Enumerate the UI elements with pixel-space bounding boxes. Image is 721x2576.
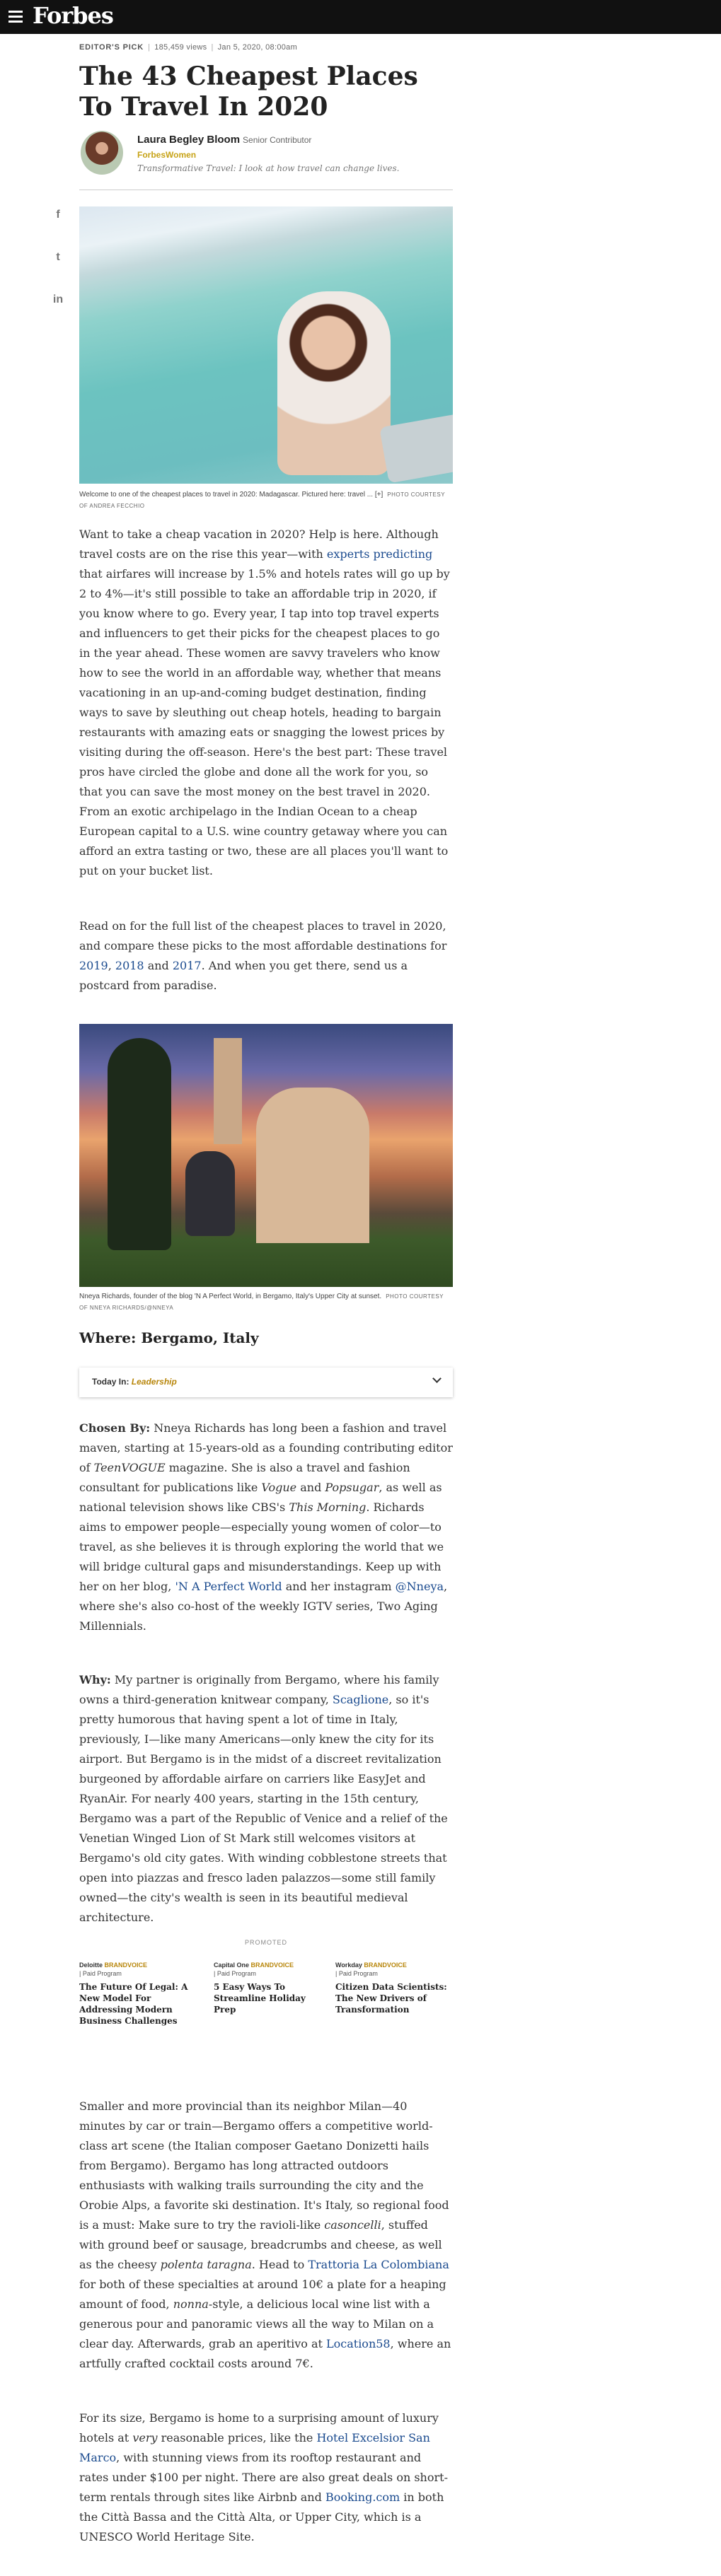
booking-link[interactable]: Booking.com	[325, 2490, 400, 2504]
linkedin-icon[interactable]: in	[52, 293, 64, 305]
promo-title[interactable]: Citizen Data Scientists: The New Drivers of Transformation	[335, 1982, 447, 2015]
promo-card[interactable]: Workday BRANDVOICE | Paid Program Citizen Data Scientists: The New Drivers of Transformation	[335, 1962, 452, 2015]
experts-predicting-link[interactable]: experts predicting	[326, 547, 433, 561]
article-header	[79, 34, 453, 190]
intro-paragraph-2: Read on for the full list of the cheapest places to travel in 2020, and compare these picks to the most affordable destinations for 2019, 2018 and 2017. And when you get there, send us a postcard from paradise.	[79, 919, 447, 992]
location58-link[interactable]: Location58	[326, 2337, 391, 2350]
top-nav-bar	[0, 0, 721, 34]
author-org[interactable]: ForbesWomen	[137, 150, 197, 160]
photo-person	[185, 1151, 235, 1236]
promo-title[interactable]: 5 Easy Ways To Streamline Holiday Prep	[214, 1982, 306, 2015]
promo-card[interactable]: Deloitte BRANDVOICE | Paid Program The Future Of Legal: A New Model For Addressing Modern Business Challenges	[79, 1962, 196, 2027]
author-tagline: Transformative Travel: I look at how travel can change lives.	[137, 163, 400, 173]
instagram-link[interactable]: @Nneya	[395, 1580, 444, 1593]
why-label: Why:	[79, 1673, 111, 1686]
hero-caption	[79, 489, 453, 512]
author-name[interactable]: Laura Begley Bloom	[137, 134, 241, 146]
hero-caption-credit: PHOTO COURTESY OF ANDREA FECCHIO	[79, 491, 445, 509]
photo-church	[256, 1088, 369, 1243]
intro-paragraph-1: Want to take a cheap vacation in 2020? Help is here. Although travel costs are on the rise this year—with experts predicting that airfares will increase by 1.5% and hotels rates will go up by 2 to 4%—it's still possible to take an affordable trip in 2020, if you know where to go. Every year, I tap into top travel experts and influencers to get their picks for the cheapest places to go in the year ahead. These women are savvy travelers who know how to see the world in an affordable way, whether that means vacationing in an up-and-coming budget destination, finding ways to save by sleuthing out cheap hotels, heading to bargain restaurants with amazing eats or snagging the lowest prices by visiting during the off-season. Here's the best part: These travel pros have circled the globe and done all the work for you, so that you can save the most money on the best travel in 2020. From an exotic archipelago in the Indian Ocean to a cheap European capital to a U.S. wine country getaway where you can afford an extra tasting or two, these are all places you'll want to put on your bucket list.	[79, 528, 450, 878]
social-share-bar	[50, 209, 67, 336]
photo-tower	[214, 1038, 242, 1144]
hotel-excelsior-link[interactable]: Hotel Excelsior San Marco	[79, 2431, 430, 2464]
promo-title[interactable]: The Future Of Legal: A New Model For Addressing Modern Business Challenges	[79, 1982, 188, 2026]
promo-card[interactable]: Capital One BRANDVOICE | Paid Program 5 Easy Ways To Streamline Holiday Prep	[214, 1962, 330, 2015]
view-count: 185,459 views	[154, 43, 207, 52]
promoted-label: PROMOTED	[244, 1939, 287, 1946]
author-role: Senior Contributor	[243, 135, 312, 145]
bergamo-caption-credit: PHOTO COURTESY OF NNEYA RICHARDS/@NNEYA	[79, 1293, 444, 1311]
twitter-icon[interactable]: t	[56, 251, 60, 263]
author-avatar[interactable]	[81, 131, 123, 175]
promoted-section	[79, 1939, 453, 2053]
bergamo-caption	[79, 1291, 453, 1314]
hero-caption-text[interactable]: Welcome to one of the cheapest places to travel in 2020: Madagascar. Pictured here: travel ... [+]	[79, 491, 383, 499]
facebook-icon[interactable]: f	[56, 209, 60, 221]
trattoria-link[interactable]: Trattoria La Colombiana	[308, 2258, 449, 2271]
today-section[interactable]: Leadership	[131, 1377, 177, 1387]
forbes-logo[interactable]: Forbes	[33, 2, 113, 29]
editors-pick-label: EDITOR'S PICK	[79, 43, 144, 52]
bergamo-photo	[79, 1024, 453, 1287]
hero-image	[79, 206, 453, 484]
chosen-by-paragraph: Chosen By: Nneya Richards has long been a fashion and travel maven, starting at 15-years-old as a founding contributing editor of TeenVOGUE magazine. She is also a travel and fashion consultant for publications like Vogue and Popsugar, as well as national television shows like CBS's This Morning. Richards aims to empower people—especially young women of color—to travel, as she believes it is through exploring the world that we will bridge cultural gaps and misunderstandings. Keep up with her on her blog, 'N A Perfect World and her instagram @Nneya, where she's also co-host of the weekly IGTV series, Two Aging Millennials.	[79, 1421, 453, 1633]
article-meta: EDITOR'S PICK | 185,459 views | Jan 5, 2020, 08:00am	[79, 43, 298, 52]
scaglione-link[interactable]: Scaglione	[332, 1693, 389, 1706]
hero-person	[277, 291, 391, 475]
today-label: Today In:	[92, 1377, 129, 1387]
today-in-dropdown[interactable]	[79, 1368, 453, 1397]
link-2018[interactable]: 2018	[115, 959, 144, 972]
publish-date: Jan 5, 2020, 08:00am	[217, 43, 298, 52]
photo-tree	[108, 1038, 171, 1250]
menu-icon[interactable]	[8, 11, 23, 23]
link-2019[interactable]: 2019	[79, 959, 108, 972]
link-2017[interactable]: 2017	[172, 959, 202, 972]
bergamo-paragraph-3: Smaller and more provincial than its neighbor Milan—40 minutes by car or train—Bergamo offers a competitive world-class art scene (the Italian composer Gaetano Donizetti hails from Bergamo). Bergamo has long attracted outdoors enthusiasts with walking trails surrounding the city and the Orobie Alps, a favorite ski destination. It's Italy, so regional food is a must: Make sure to try the ravioli-like casoncelli, stuffed with ground beef or sausage, breadcrumbs and cheese, as well as the cheesy polenta taragna. Head to Trattoria La Colombiana for both of these specialties at around 10€ a plate for a heaping amount of food, nonna-style, a delicious local wine list with a generous pour and panoramic views all the way to Milan on a clear day. Afterwards, grab an aperitivo at Location58, where an artfully crafted cocktail costs around 7€.	[79, 2099, 451, 2370]
article-title: The 43 Cheapest Places To Travel In 2020	[79, 62, 418, 122]
chevron-down-icon[interactable]	[432, 1374, 442, 1383]
bergamo-paragraph-4: For its size, Bergamo is home to a surprising amount of luxury hotels at very reasonable prices, like the Hotel Excelsior San Marco, with stunning views from its rooftop restaurant and rates under $100 per night. There are also great deals on short-term rentals through sites like Airbnb and Booking.com in both the Città Bassa and the Città Alta, or Upper City, which is a UNESCO World Heritage Site.	[79, 2411, 448, 2543]
bergamo-caption-text: Nneya Richards, founder of the blog 'N A Perfect World, in Bergamo, Italy's Upper City at sunset.	[79, 1293, 382, 1300]
why-paragraph: Why: My partner is originally from Bergamo, where his family owns a third-generation knitwear company, Scaglione, so it's pretty humorous that having spent a lot of time in Italy, previously, I—like many Americans—only knew the city for its airport. But Bergamo is in the midst of a discreet revitalization burgeoned by affordable airfare on carriers like EasyJet and RyanAir. For nearly 400 years, starting in the 15th century, Bergamo was a part of the Republic of Venice and a relief of the Venetian Winged Lion of St Mark still welcomes visitors at Bergamo's old city gates. With winding cobblestone streets that open into piazzas and fresco laden palazzos—some still family owned—the city's wealth is seen in its beautiful medieval architecture.	[79, 1673, 448, 1924]
author-block	[79, 131, 453, 190]
chosen-by-label: Chosen By:	[79, 1421, 151, 1435]
where-heading: Where: Bergamo, Italy	[79, 1329, 259, 1346]
blog-link[interactable]: 'N A Perfect World	[175, 1580, 282, 1593]
